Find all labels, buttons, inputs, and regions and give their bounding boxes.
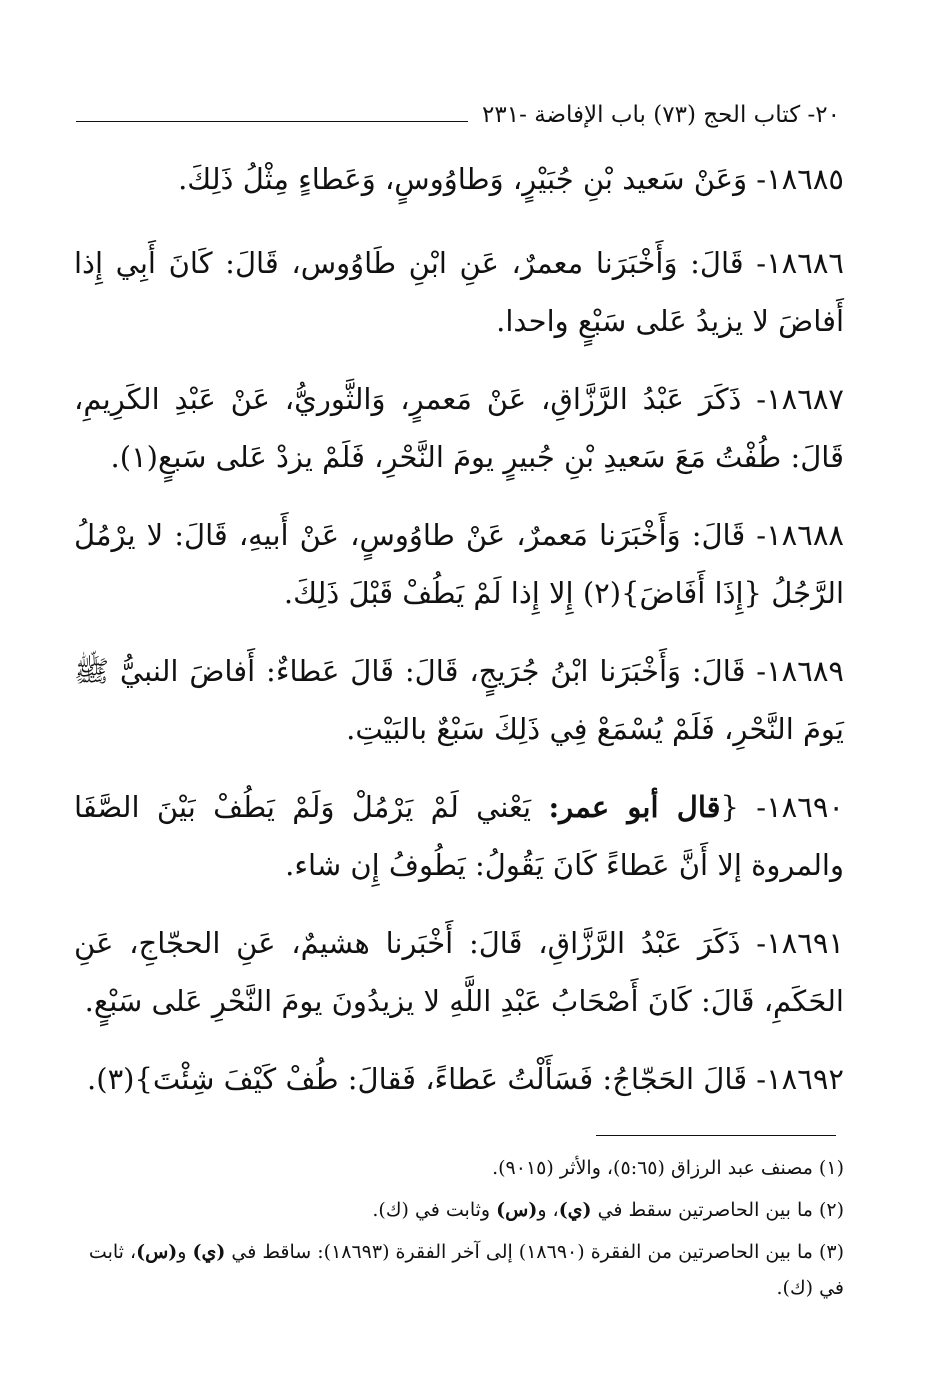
paragraph-18690 xyxy=(74,778,844,894)
paragraph-18688: ١٨٦٨٨- قَالَ: وَأَخْبَرَنا مَعمرٌ، عَنْ طاوُوسٍ، عَنْ أَبيهِ، قَالَ: لا يرْمُلُ الرَّجُلُ {إِذَا أَفَاضَ}(٢) إِلا إِذا لَمْ يَطُفْ قَبْلَ ذَلِكَ. xyxy=(74,518,844,610)
manuscript-siglum-ya: (ي) xyxy=(192,1241,226,1263)
footnote-separator xyxy=(596,1135,836,1136)
manuscript-siglum-sin: (س) xyxy=(496,1199,538,1221)
footnote-2-end: وثابت في (ك). xyxy=(372,1199,497,1221)
paragraph-18692: ١٨٦٩٢- قَالَ الحَجّاجُ: فَسَأَلْتُ عَطاءً، فَقالَ: طُفْ كَيْفَ شِئْتَ}(٣). xyxy=(87,1062,844,1096)
footnote-3-end: ، ثابت في (ك). xyxy=(88,1241,844,1299)
footnote-2-text: (٢) ما بين الحاصرتين سقط في xyxy=(591,1199,844,1221)
paragraph-18690-start: ١٨٦٩٠- { xyxy=(720,790,844,824)
paragraph-18686: ١٨٦٨٦- قَالَ: وَأَخْبَرَنا معمرٌ، عَنِ ابْنِ طَاوُوس، قَالَ: كَانَ أَبِي إِذا أَفاضَ لا يزيدُ عَلى سَبْعٍ واحدا. xyxy=(74,246,844,338)
footnote-3-text: (٣) ما بين الحاصرتين من الفقرة (١٨٦٩٠) إلى آخر الفقرة (١٨٦٩٣): ساقط في xyxy=(225,1241,844,1263)
footnote-3-join: و xyxy=(177,1241,193,1263)
footnote-2 xyxy=(74,1192,844,1228)
running-header: ٢٠- كتاب الحج (٧٣) باب الإفاضة -٢٣١ xyxy=(482,102,840,128)
paragraph-18690-body: يَعْني لَمْ يَرْمُلْ وَلَمْ يَطُفْ بَيْنَ الصَّفَا والمروة إلا أَنَّ عَطاءً كَانَ يَقُولُ: يَطُوفُ إِن شاء. xyxy=(74,790,844,882)
paragraph-18689: ١٨٦٨٩- قَالَ: وَأَخْبَرَنا ابْنُ جُرَيجٍ، قَالَ: قَالَ عَطاءٌ: أَفاضَ النبيُّ ﷺ يَومَ النَّحْرِ، فَلَمْ يُسْمَعْ فِي ذَلِكَ سَبْعٌ بالبَيْتِ. xyxy=(74,654,844,746)
footnote-1: (١) مصنف عبد الرزاق (٥:٦٥)، والأثر (٩٠١٥). xyxy=(492,1157,844,1179)
paragraph-18687: ١٨٦٨٧- ذَكَرَ عَبْدُ الرَّزَّاقِ، عَنْ مَعمرٍ، وَالثَّوريُّ، عَنْ عَبْدِ الكَرِيمِ، قَالَ: طُفْتُ مَعَ سَعيدِ بْنِ جُبيرٍ يومَ النَّحْرِ، فَلَمْ يزدْ عَلى سَبعٍ(١). xyxy=(74,382,844,474)
page-header xyxy=(76,92,840,132)
paragraph-18691: ١٨٦٩١- ذَكَرَ عَبْدُ الرَّزَّاقِ، قَالَ: أَخْبَرنا هشيمٌ، عَنِ الحجّاجِ، عَنِ الحَكَمِ، قَالَ: كَانَ أَصْحَابُ عَبْدِ اللَّهِ لا يزيدُونَ يومَ النَّحْرِ عَلى سَبْعٍ. xyxy=(74,926,844,1018)
header-rule xyxy=(76,121,468,122)
manuscript-siglum-ya: (ي) xyxy=(558,1199,592,1221)
footnote-3 xyxy=(74,1234,844,1306)
footnote-2-join: ، و xyxy=(537,1199,559,1221)
manuscript-siglum-sin: (س) xyxy=(136,1241,178,1263)
speaker-label: قال أبو عمر: xyxy=(548,790,721,824)
paragraph-18685: ١٨٦٨٥- وَعَنْ سَعيد بْنِ جُبَيْرٍ، وَطاوُوسٍ، وَعَطاءٍ مِثْلُ ذَلِكَ. xyxy=(178,162,844,196)
